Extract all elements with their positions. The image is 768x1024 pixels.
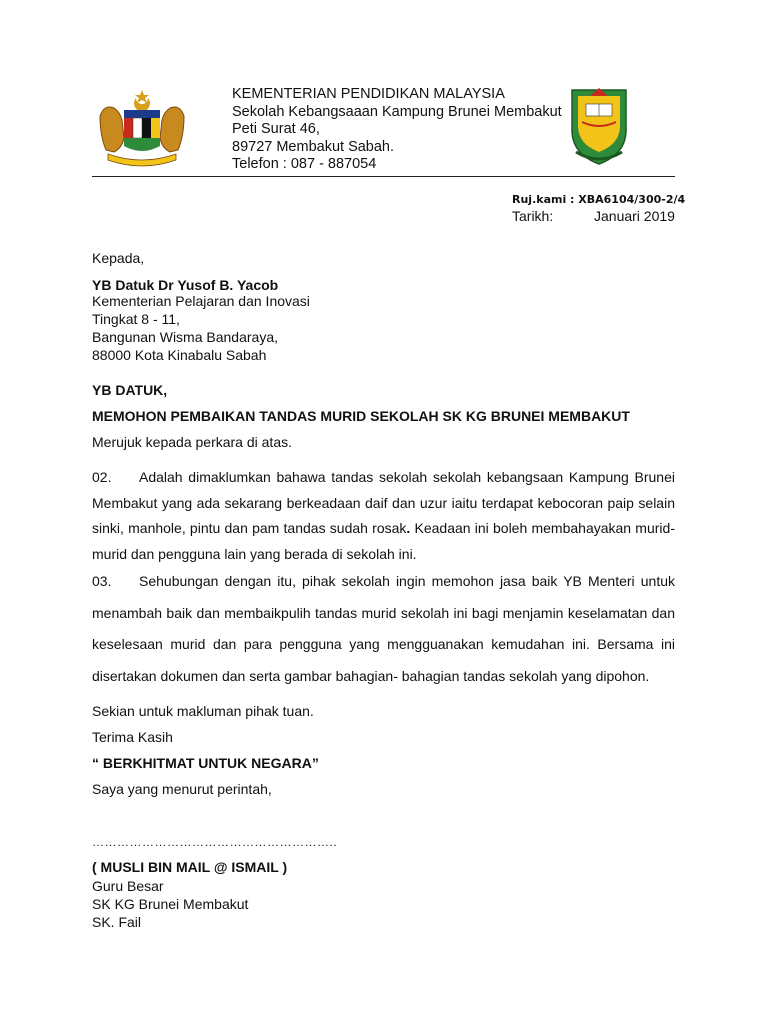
signatory-school: SK KG Brunei Membakut: [92, 896, 249, 912]
letter-subject: MEMOHON PEMBAIKAN TANDAS MURID SEKOLAH SK KG BRUNEI MEMBAKUT: [92, 408, 630, 424]
salutation: YB DATUK,: [92, 382, 168, 398]
header-divider: [92, 176, 675, 177]
paragraph-02: [92, 465, 675, 567]
date-label: Tarikh:: [512, 208, 554, 224]
greeting: Kepada,: [92, 250, 145, 266]
school-badge-logo: [568, 82, 630, 168]
school-name: Sekolah Kebangsaaan Kampung Brunei Membakut: [232, 103, 562, 120]
paragraph-text: Keadaan ini boleh membahayakan murid-murid dan pengguna lain yang berada di sekolah ini.: [92, 520, 675, 562]
closing-line: Sekian untuk makluman pihak tuan.: [92, 703, 314, 719]
paragraph-number: 03.: [92, 573, 112, 589]
recipient-address-line: Bangunan Wisma Bandaraya,: [92, 329, 278, 345]
recipient-name: YB Datuk Dr Yusof B. Yacob: [92, 277, 279, 293]
recipient-address-line: 88000 Kota Kinabalu Sabah: [92, 347, 267, 363]
yours-faithfully: Saya yang menurut perintah,: [92, 781, 272, 797]
letter-date: [512, 208, 675, 224]
telephone: Telefon : 087 - 887054: [232, 156, 377, 173]
thanks-line: Terima Kasih: [92, 729, 173, 745]
ministry-name: KEMENTERIAN PENDIDIKAN MALAYSIA: [232, 86, 505, 102]
reference-number: Ruj.kami : XBA6104/300-2/4: [512, 193, 686, 206]
paragraph-03: [92, 566, 675, 692]
signature-line: …………………………………………………..: [92, 835, 338, 849]
paragraph-text: .: [406, 520, 415, 536]
paragraph-number: 02.: [92, 469, 112, 485]
file-copy-note: SK. Fail: [92, 914, 142, 930]
motto: “ BERKHITMAT UNTUK NEGARA”: [92, 755, 319, 771]
signatory-name: ( MUSLI BIN MAIL @ ISMAIL ): [92, 859, 288, 875]
recipient-address-line: Kementerian Pelajaran dan Inovasi: [92, 293, 310, 309]
po-box: Peti Surat 46,: [232, 121, 320, 138]
paragraph-text: Sehubungan dengan itu, pihak sekolah ingin memohon jasa baik YB Menteri untuk menambah baik dan membaikpulih tandas murid sekolah ini bagi menjamin keselamatan dan keselesaan murid dan para pengguna yang mengguanakan kemudahan ini. Bersama ini disertakan dokumen dan serta gambar bahagian- bahagian tandas sekolah yang dipohon.: [92, 573, 675, 684]
signatory-title: Guru Besar: [92, 878, 164, 894]
date-value: Januari 2019: [594, 208, 675, 224]
letterhead: [232, 86, 562, 174]
postcode-city: 89727 Membakut Sabah.: [232, 138, 395, 155]
paragraph-text: Adalah dimaklumkan bahawa tandas sekolah sekolah kebangsaan Kampung Brunei Membakut yang ada sekarang berkeadaan daif dan uzur iaitu terdapat kebocoran paip selain sinki, manhole, pintu dan pam tandas sudah rosak: [92, 469, 675, 536]
recipient-address-line: Tingkat 8 - 11,: [92, 311, 180, 327]
reference-line: Merujuk kepada perkara di atas.: [92, 434, 292, 450]
malaysia-coat-of-arms-logo: [92, 88, 192, 168]
